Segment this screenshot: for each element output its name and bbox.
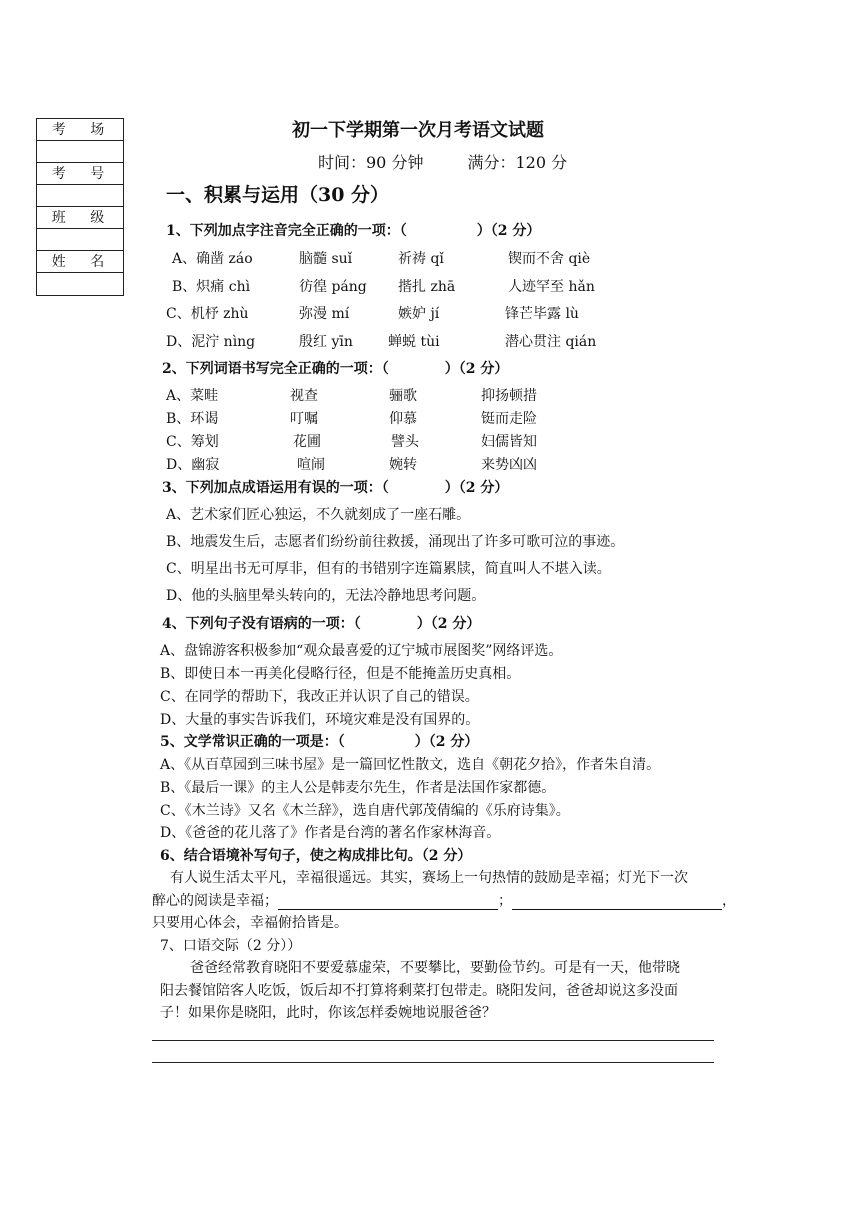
q2-option-c-word3: 譬头 (391, 434, 419, 450)
q1-option-a-word1: A、确凿 záo (172, 251, 253, 267)
q6-sep-2: ， (722, 893, 736, 909)
exam-info-box (36, 118, 124, 296)
info-label-class: 班 级 (37, 207, 123, 229)
q2-option-b-word1: B、环谒 (166, 411, 219, 427)
q1-option-a-word2: 脑髓 suǐ (299, 251, 353, 267)
q1-option-c-word4: 锋芒毕露 lù (505, 306, 579, 322)
q2-option-a-word1: A、菜畦 (166, 388, 219, 404)
info-field-class[interactable] (37, 229, 123, 251)
q6-passage-line3: 只要用心体会，幸福俯拾皆是。 (152, 915, 348, 931)
q1-option-b-word3: 揩扎 zhā (398, 279, 456, 295)
q1-option-d-word4: 潜心贯注 qián (505, 334, 597, 350)
q6-sep-1: ； (498, 893, 512, 909)
q3-option-b: B、地震发生后，志愿者们纷纷前往救援，涌现出了许多可歌可泣的事迹。 (166, 534, 625, 550)
q4-option-b: B、即使日本一再美化侵略行径，但是不能掩盖历史真相。 (160, 666, 521, 682)
q1-option-d-word1: D、泥泞 nìng (166, 334, 256, 350)
q6-passage-line2 (152, 890, 736, 910)
info-label-name: 姓 名 (37, 251, 123, 273)
q2-option-a-word4: 抑扬顿措 (481, 388, 537, 404)
q5-option-c: C、《木兰诗》又名《木兰辞》，选自唐代郭茂倩编的《乐府诗集》。 (160, 803, 570, 819)
q3-option-d: D、他的头脑里晕头转向的，无法冷静地思考问题。 (166, 588, 486, 604)
q3-option-c: C、明星出书无可厚非，但有的书错别字连篇累牍，简直叫人不堪入读。 (166, 561, 611, 577)
q2-option-b-word4: 铤而走险 (481, 411, 537, 427)
q5-option-b: B、《最后一课》的主人公是韩麦尔先生，作者是法国作家都德。 (160, 780, 556, 796)
q2-option-c-word2: 花圃 (293, 434, 321, 450)
q6-blank-1[interactable] (278, 893, 498, 910)
info-field-exam-number[interactable] (37, 185, 123, 207)
q2-option-d-word3: 婉转 (389, 457, 417, 473)
q1-option-b-word1: B、炽痛 chì (172, 279, 251, 295)
question-6-stem: 6、结合语境补写句子，使之构成排比句。（2 分） (160, 848, 472, 864)
info-field-name[interactable] (37, 273, 123, 295)
q2-option-a-word2: 视查 (290, 388, 318, 404)
q3-option-a: A、艺术家们匠心独运，不久就刻成了一座石雕。 (166, 507, 471, 523)
q4-option-d: D、大量的事实告诉我们，环境灾难是没有国界的。 (160, 712, 480, 728)
q1-option-c-word1: C、机杼 zhù (166, 306, 249, 322)
q7-answer-line-1[interactable] (152, 1040, 714, 1041)
q6-blank-2[interactable] (512, 893, 722, 910)
q7-passage-line1: 爸爸经常教育晓阳不要爱慕虚荣，不要攀比，要勤俭节约。可是有一天，他带晓 (190, 960, 680, 976)
question-1-stem: 1、下列加点字注音完全正确的一项：（ ）（2 分） (166, 223, 541, 239)
q1-option-b-word2: 彷徨 páng (299, 279, 367, 295)
q1-option-d-word2: 殷红 yīn (299, 334, 353, 350)
q2-option-c-word1: C、筹划 (166, 434, 219, 450)
exam-score: 满分：120 分 (467, 153, 568, 172)
info-field-exam-room[interactable] (37, 141, 123, 163)
q2-option-b-word2: 叮嘱 (290, 411, 318, 427)
question-2-stem: 2、下列词语书写完全正确的一项：（ ）（2 分） (162, 361, 509, 377)
q2-option-b-word3: 仰慕 (389, 411, 417, 427)
q1-option-a-word4: 锲而不舍 qiè (508, 251, 591, 267)
q7-answer-line-2[interactable] (152, 1062, 714, 1063)
question-4-stem: 4、下列句子没有语病的一项：（ ）（2 分） (162, 616, 481, 632)
q6-passage-line1: 有人说生活太平凡，幸福很遥远。其实，赛场上一句热情的鼓励是幸福；灯光下一次 (170, 870, 688, 886)
q4-option-c: C、在同学的帮助下，我改正并认识了自己的错误。 (160, 689, 479, 705)
q6-passage-line2-prefix: 醉心的阅读是幸福； (152, 893, 278, 909)
info-label-exam-number: 考 号 (37, 163, 123, 185)
q1-option-d-word3: 蝉蜕 tùi (388, 334, 440, 350)
q2-option-c-word4: 妇儒皆知 (481, 434, 537, 450)
q2-option-d-word4: 来势凶凶 (481, 457, 537, 473)
page-title: 初一下学期第一次月考语文试题 (292, 120, 544, 141)
q7-passage-line3: 子！如果你是晓阳，此时，你该怎样委婉地说服爸爸？ (160, 1005, 496, 1021)
q7-passage-line2: 阳去餐馆陪客人吃饭，饭后却不打算将剩菜打包带走。晓阳发问，爸爸却说这多没面 (160, 983, 678, 999)
section-heading: 一、积累与运用（30 分） (166, 184, 390, 206)
q1-option-c-word3: 嫉妒 jí (398, 306, 440, 322)
q1-option-b-word4: 人迹罕至 hǎn (508, 279, 595, 295)
q1-option-a-word3: 祈祷 qǐ (398, 251, 444, 267)
info-label-exam-room: 考 场 (37, 119, 123, 141)
q2-option-a-word3: 骊歌 (389, 388, 417, 404)
question-3-stem: 3、下列加点成语运用有误的一项：（ ）（2 分） (162, 480, 509, 496)
exam-meta (318, 150, 567, 173)
q4-option-a: A、盘锦游客积极参加“观众最喜爱的辽宁城市展图奖”网络评选。 (160, 643, 563, 659)
q2-option-d-word1: D、幽寂 (166, 457, 220, 473)
q2-option-d-word2: 喧闹 (297, 457, 325, 473)
q5-option-a: A、《从百草园到三味书屋》是一篇回忆性散文，选自《朝花夕拾》，作者朱自清。 (160, 757, 661, 773)
question-7-stem: 7、口语交际（2 分）） (160, 938, 302, 954)
question-5-stem: 5、文学常识正确的一项是：（ ）（2 分） (160, 734, 479, 750)
exam-time: 时间：90 分钟 (318, 153, 424, 172)
q1-option-c-word2: 弥漫 mí (299, 306, 350, 322)
q5-option-d: D、《爸爸的花儿落了》作者是台湾的著名作家林海音。 (160, 825, 501, 841)
